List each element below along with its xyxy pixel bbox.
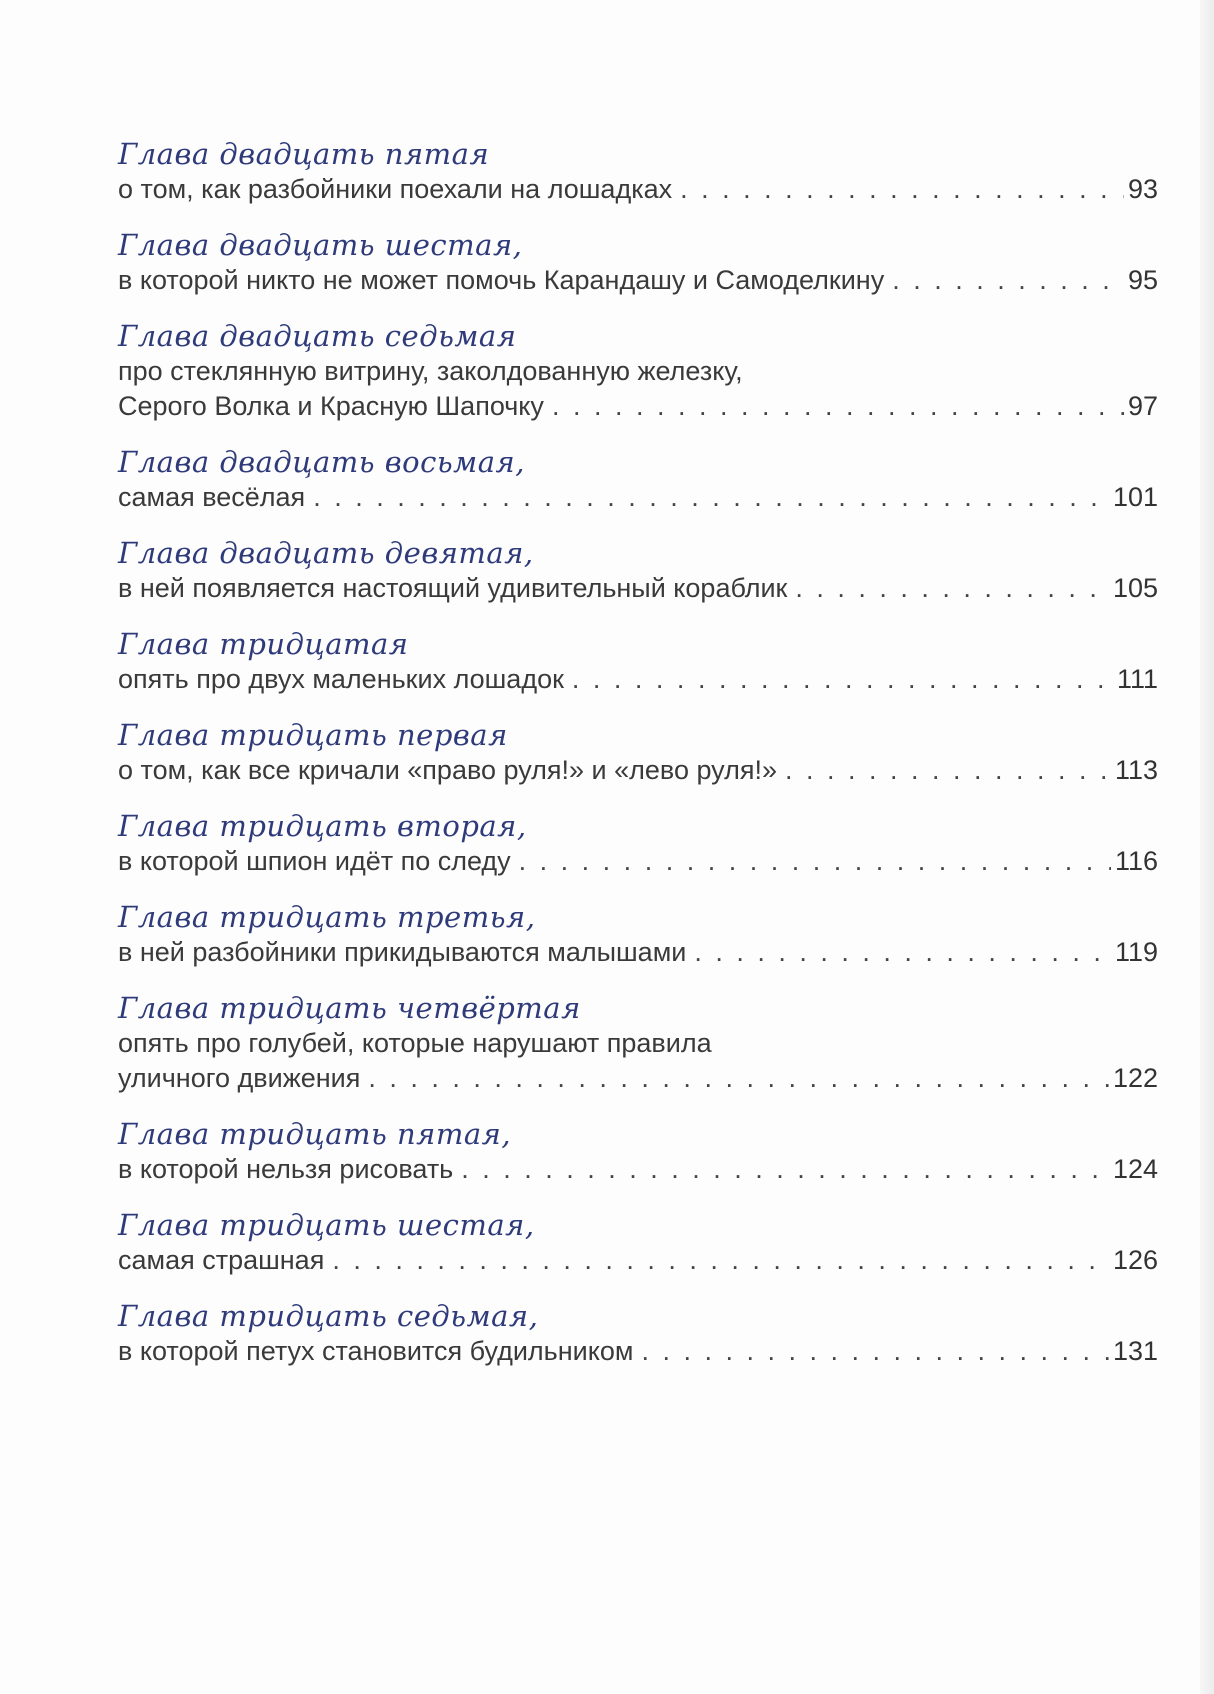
page-number: 95 xyxy=(1127,265,1158,295)
dot-leader xyxy=(572,662,1113,697)
dot-leader xyxy=(680,172,1124,207)
dot-leader xyxy=(313,480,1109,515)
toc-entry xyxy=(118,535,1158,606)
toc-line xyxy=(118,1243,1158,1278)
toc-entry xyxy=(118,899,1158,970)
chapter-title: Глава тридцать шестая, xyxy=(118,1208,535,1242)
page-number: 116 xyxy=(1114,846,1158,876)
toc-entry xyxy=(118,1207,1158,1278)
toc-line xyxy=(118,1152,1158,1187)
chapter-title: Глава тридцатая xyxy=(118,627,409,661)
chapter-description: самая весёлая xyxy=(118,482,306,512)
chapter-title: Глава тридцать третья, xyxy=(118,900,536,934)
chapter-title: Глава двадцать девятая, xyxy=(118,536,534,570)
dot-leader xyxy=(641,1334,1109,1369)
toc-entry xyxy=(118,808,1158,879)
chapter-title: Глава тридцать четвёртая xyxy=(118,991,581,1025)
page-number: 126 xyxy=(1112,1245,1158,1275)
page-number: 113 xyxy=(1114,755,1158,785)
chapter-title: Глава тридцать седьмая, xyxy=(118,1299,539,1333)
page-number: 131 xyxy=(1112,1336,1158,1366)
chapter-title: Глава двадцать седьмая xyxy=(118,319,517,353)
chapter-description: о том, как все кричали «право руля!» и «лево руля!» xyxy=(118,755,777,785)
toc-entry xyxy=(118,990,1158,1096)
dot-leader xyxy=(519,844,1111,879)
toc-entry xyxy=(118,136,1158,207)
chapter-title: Глава двадцать пятая xyxy=(118,137,490,171)
toc-entry xyxy=(118,444,1158,515)
chapter-description: в ней разбойники прикидываются малышами xyxy=(118,937,687,967)
page-number: 105 xyxy=(1112,573,1158,603)
toc-line xyxy=(118,844,1158,879)
toc-line xyxy=(118,571,1158,606)
toc-entry xyxy=(118,1298,1158,1369)
chapter-title: Глава тридцать пятая, xyxy=(118,1117,512,1151)
chapter-description-line: про стеклянную витрину, заколдованную железку, xyxy=(118,356,743,386)
dot-leader xyxy=(785,753,1111,788)
chapter-title: Глава двадцать шестая, xyxy=(118,228,523,262)
toc-entry xyxy=(118,626,1158,697)
dot-leader xyxy=(461,1152,1109,1187)
chapter-description: опять про двух маленьких лошадок xyxy=(118,664,564,694)
page-number: 122 xyxy=(1112,1063,1158,1093)
chapter-description: о том, как разбойники поехали на лошадках xyxy=(118,174,673,204)
dot-leader xyxy=(795,571,1109,606)
page-number: 97 xyxy=(1127,391,1158,421)
dot-leader xyxy=(552,389,1124,424)
chapter-description: в ней появляется настоящий удивительный кораблик xyxy=(118,573,788,603)
page-number: 124 xyxy=(1112,1154,1158,1184)
chapter-description: в которой никто не может помочь Карандашу и Самоделкину xyxy=(118,265,885,295)
dot-leader xyxy=(332,1243,1109,1278)
page-number: 119 xyxy=(1114,937,1158,967)
dot-leader xyxy=(694,935,1111,970)
toc-line xyxy=(118,935,1158,970)
toc-line xyxy=(118,389,1158,424)
toc-line xyxy=(118,172,1158,207)
chapter-description: уличного движения xyxy=(118,1063,361,1093)
toc-entry xyxy=(118,318,1158,424)
toc-entry xyxy=(118,227,1158,298)
toc-line xyxy=(118,263,1158,298)
table-of-contents xyxy=(118,136,1158,1389)
chapter-description: в которой шпион идёт по следу xyxy=(118,846,511,876)
toc-line xyxy=(118,662,1158,697)
page-number: 93 xyxy=(1127,174,1158,204)
toc-entry xyxy=(118,1116,1158,1187)
toc-line xyxy=(118,1061,1158,1096)
chapter-title: Глава тридцать первая xyxy=(118,718,508,752)
toc-entry xyxy=(118,717,1158,788)
chapter-description: в которой петух становится будильником xyxy=(118,1336,634,1366)
dot-leader xyxy=(368,1061,1109,1096)
chapter-title: Глава тридцать вторая, xyxy=(118,809,527,843)
toc-line xyxy=(118,753,1158,788)
page-number: 111 xyxy=(1116,664,1158,694)
toc-line xyxy=(118,1334,1158,1369)
page-edge-shadow xyxy=(1200,0,1214,1694)
chapter-description: Серого Волка и Красную Шапочку xyxy=(118,391,544,421)
chapter-description-line: опять про голубей, которые нарушают правила xyxy=(118,1028,712,1058)
chapter-description: в которой нельзя рисовать xyxy=(118,1154,454,1184)
dot-leader xyxy=(892,263,1124,298)
toc-line xyxy=(118,480,1158,515)
chapter-title: Глава двадцать восьмая, xyxy=(118,445,525,479)
chapter-description: самая страшная xyxy=(118,1245,325,1275)
page-number: 101 xyxy=(1112,482,1158,512)
